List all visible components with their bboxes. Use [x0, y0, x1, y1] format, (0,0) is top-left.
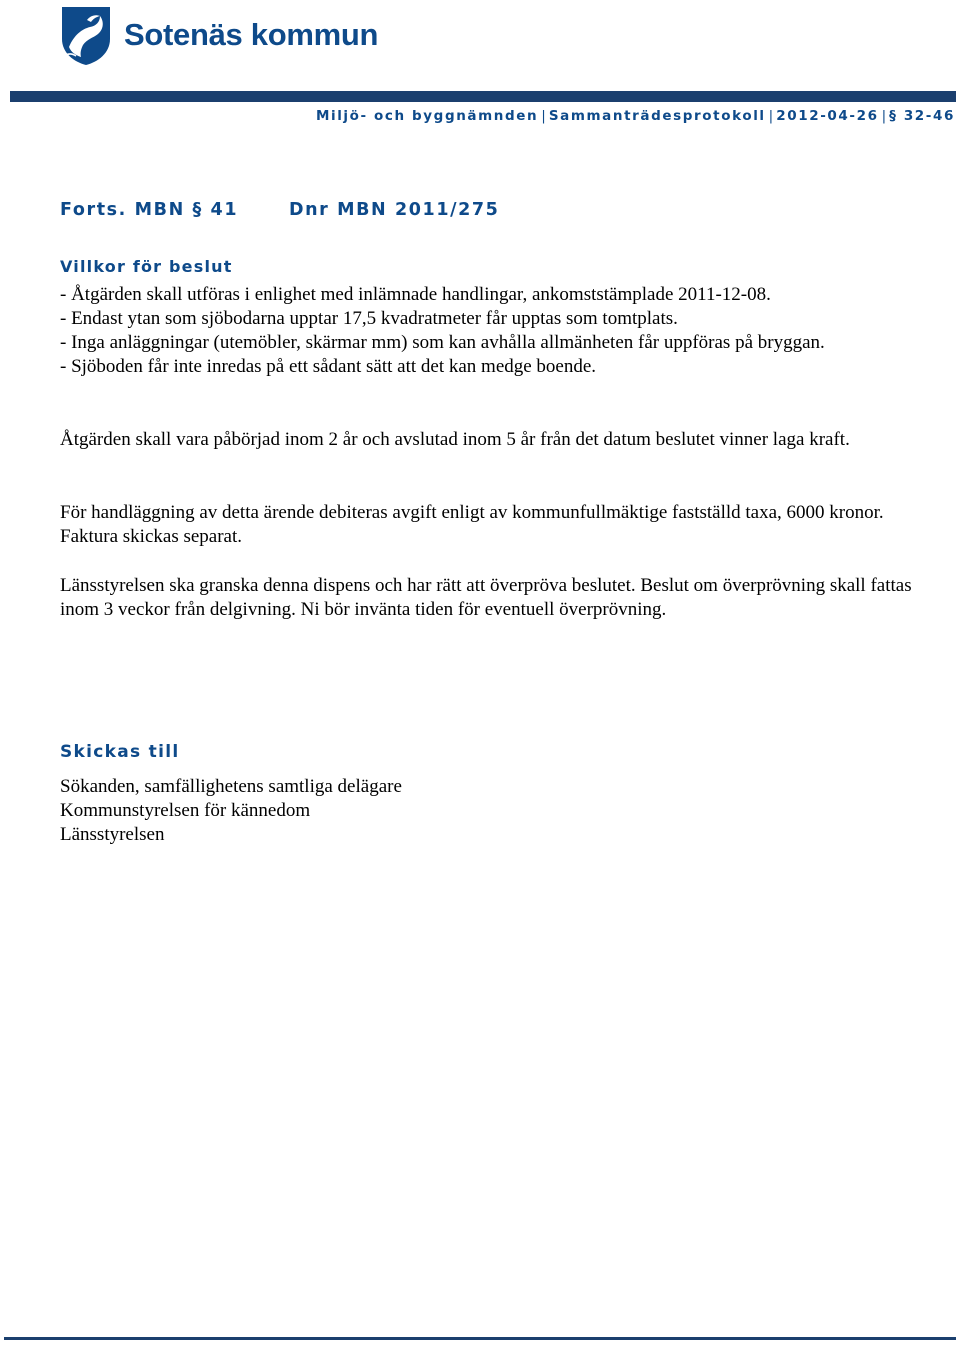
review-paragraph: Länsstyrelsen ska granska denna dispens och har rätt att överpröva beslutet. Beslut om överprövning skall fattas inom 3 veckor från delgivning. Ni bör invänta tiden för eventuell överprövning.: [60, 575, 912, 620]
logo-wordmark: Sotenäs kommun: [124, 16, 379, 52]
document-type: Sammanträdesprotokoll: [548, 108, 766, 124]
header-separator: |: [881, 108, 887, 124]
case-dnr: Dnr MBN 2011/275: [289, 200, 500, 220]
timeline-paragraph: Åtgärden skall vara påbörjad inom 2 år och avslutad inom 5 år från det datum beslutet vinner laga kraft.: [60, 429, 850, 450]
meeting-date: 2012-04-26: [776, 108, 879, 124]
condition-item: - Endast ytan som sjöbodarna upptar 17,5 kvadratmeter får upptas som tomtplats.: [60, 308, 678, 329]
section-range: 32-46: [903, 108, 955, 124]
municipal-shield-icon: [60, 5, 112, 67]
recipient-item: Kommunstyrelsen för kännedom: [60, 800, 311, 821]
committee-name: Miljö- och byggnämnden: [315, 108, 539, 124]
fee-paragraph: För handläggning av detta ärende debiteras avgift enligt av kommunfullmäktige fastställd taxa, 6000 kronor. Faktura skickas separat.: [60, 502, 884, 547]
case-paragraph-ref: Forts. MBN § 41: [60, 200, 239, 220]
footer-rule: [4, 1337, 956, 1340]
recipient-item: Länsstyrelsen: [60, 824, 165, 845]
recipient-list: [60, 775, 920, 847]
header-separator: |: [768, 108, 774, 124]
condition-item: - Åtgärden skall utföras i enlighet med inlämnade handlingar, ankomststämplade 2011-12-08.: [60, 284, 771, 305]
case-reference: [60, 200, 500, 220]
header-bar: [10, 91, 956, 102]
section-symbol: §: [889, 108, 898, 124]
conditions-heading: Villkor för beslut: [60, 257, 233, 276]
conditions-list: [60, 283, 920, 379]
condition-item: - Inga anläggningar (utemöbler, skärmar mm) som kan avhålla allmänheten får uppföras på bryggan.: [60, 332, 825, 353]
distribution-heading: Skickas till: [60, 742, 180, 762]
condition-item: - Sjöboden får inte inredas på ett sådant sätt att det kan medge boende.: [60, 356, 597, 377]
municipality-logo: [60, 4, 378, 68]
recipient-item: Sökanden, samfällighetens samtliga delägare: [60, 776, 402, 797]
protocol-header: [316, 108, 955, 124]
header-separator: |: [541, 108, 546, 124]
